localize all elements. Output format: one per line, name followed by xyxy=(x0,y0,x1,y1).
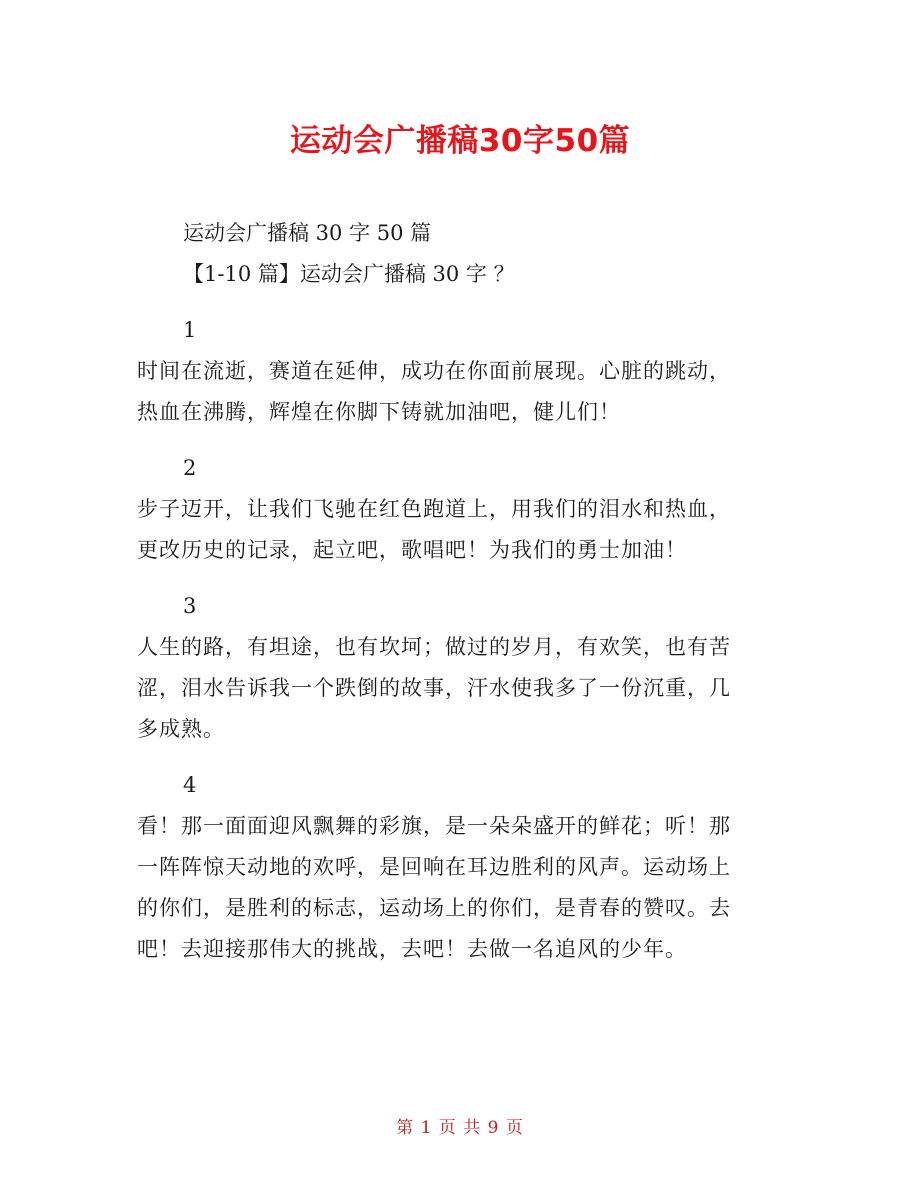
entry-line: 看！那一面面迎风飘舞的彩旗，是一朵朵盛开的鲜花；听！那 xyxy=(137,814,731,838)
entry-number: 3 xyxy=(183,594,197,618)
entry-line: 人生的路，有坦途，也有坎坷；做过的岁月，有欢笑，也有苦 xyxy=(137,635,731,659)
entry-line: 多成熟。 xyxy=(137,717,225,741)
entry-number: 1 xyxy=(183,318,197,342)
entry-line: 更改历史的记录，起立吧，歌唱吧！为我们的勇士加油！ xyxy=(137,538,687,562)
entry-number: 2 xyxy=(183,456,197,480)
entry-line: 热血在沸腾，辉煌在你脚下铸就加油吧，健儿们！ xyxy=(137,400,621,424)
section-heading: 【1-10 篇】运动会广播稿 30 字 ？ xyxy=(183,262,515,286)
entry-line: 的你们，是胜利的标志，运动场上的你们，是青春的赞叹。去 xyxy=(137,896,731,920)
document-body xyxy=(137,213,787,970)
entry-line: 一阵阵惊天动地的欢呼，是回响在耳边胜利的风声。运动场上 xyxy=(137,855,731,879)
entry-number: 4 xyxy=(183,773,197,797)
document-subtitle: 运动会广播稿 30 字 50 篇 xyxy=(183,221,432,245)
entry-line: 吧！去迎接那伟大的挑战，去吧！去做一名追风的少年。 xyxy=(137,937,687,961)
entry-line: 涩，泪水告诉我一个跌倒的故事，汗水使我多了一份沉重，几 xyxy=(137,676,731,700)
entry-line: 时间在流逝，赛道在延伸，成功在你面前展现。心脏的跳动， xyxy=(137,359,731,383)
document-title: 运动会广播稿30字50篇 xyxy=(289,123,631,159)
page-footer: 第 1 页 共 9 页 xyxy=(396,1118,524,1138)
entry-line: 步子迈开，让我们飞驰在红色跑道上，用我们的泪水和热血， xyxy=(137,497,731,521)
